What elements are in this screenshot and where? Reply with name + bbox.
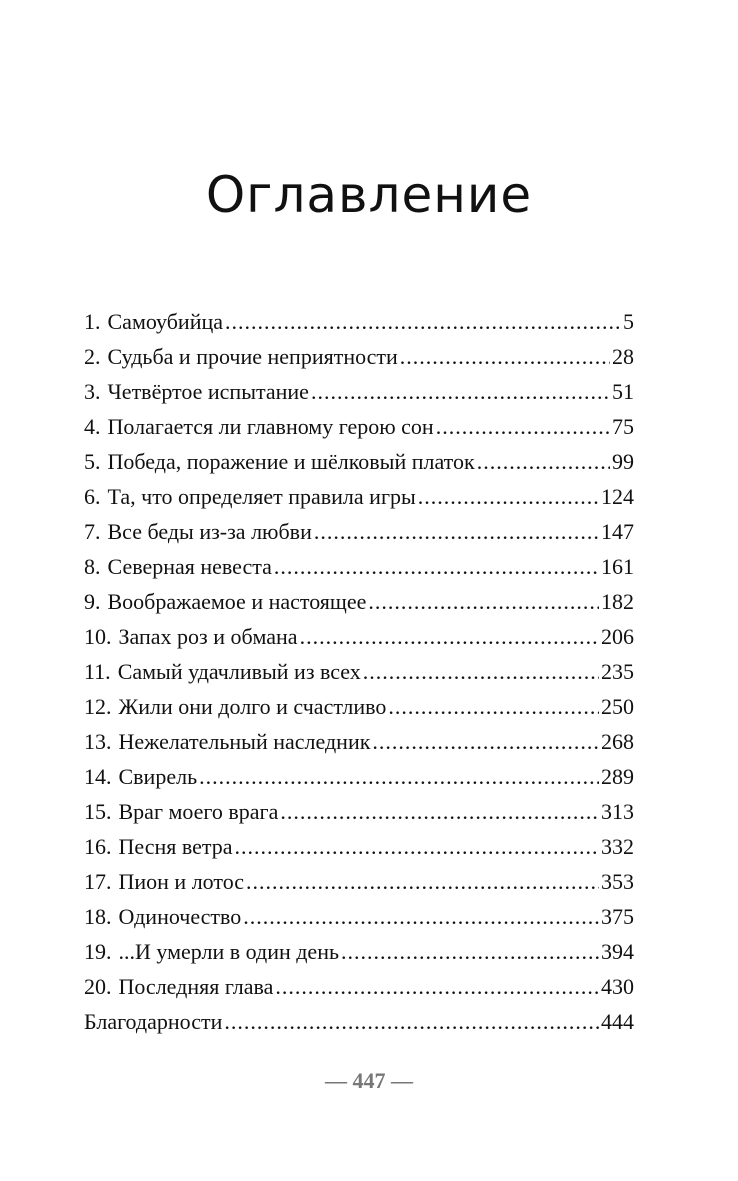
toc-entry-title: Та, что определяет правила игры xyxy=(107,484,416,509)
toc-entry xyxy=(84,969,634,1004)
toc-entry-number: 15. xyxy=(84,799,112,824)
toc-entry-number: 1. xyxy=(84,309,101,334)
toc-entry-page: 250 xyxy=(601,694,634,719)
toc-entry-number: 10. xyxy=(84,624,112,649)
toc-entry-title: Победа, поражение и шёлковый платок xyxy=(107,449,475,474)
toc-entry-number: 20. xyxy=(84,974,112,999)
toc-entry xyxy=(84,1004,634,1039)
toc-entry-page: 51 xyxy=(612,379,634,404)
toc-entry-number: 7. xyxy=(84,519,101,544)
table-of-contents xyxy=(84,304,634,1039)
toc-leader-dots xyxy=(280,794,599,829)
toc-entry-number: 9. xyxy=(84,589,101,614)
toc-leader-dots xyxy=(314,514,599,549)
toc-entry-number: 17. xyxy=(84,869,112,894)
toc-entry-number: 12. xyxy=(84,694,112,719)
toc-entry-number: 5. xyxy=(84,449,101,474)
toc-entry-page: 182 xyxy=(601,589,634,614)
toc-entry-number: 13. xyxy=(84,729,112,754)
toc-leader-dots xyxy=(224,1004,599,1039)
toc-entry-title: Судьба и прочие неприятности xyxy=(107,344,398,369)
toc-entry xyxy=(84,759,634,794)
toc-entry-title: Запах роз и обмана xyxy=(118,624,298,649)
toc-entry-page: 289 xyxy=(601,764,634,789)
toc-entry xyxy=(84,549,634,584)
toc-leader-dots xyxy=(235,829,599,864)
toc-entry-page: 430 xyxy=(601,974,634,999)
toc-entry-title: Воображаемое и настоящее xyxy=(107,589,367,614)
toc-leader-dots xyxy=(243,899,599,934)
toc-entry-page: 313 xyxy=(601,799,634,824)
toc-leader-dots xyxy=(368,584,599,619)
toc-entry xyxy=(84,304,634,339)
toc-entry xyxy=(84,479,634,514)
toc-entry-page: 5 xyxy=(623,309,634,334)
toc-leader-dots xyxy=(436,409,610,444)
toc-entry xyxy=(84,374,634,409)
toc-entry-number: 16. xyxy=(84,834,112,859)
toc-entry xyxy=(84,689,634,724)
toc-entry-title: Самый удачливый из всех xyxy=(117,659,361,684)
toc-leader-dots xyxy=(225,304,621,339)
toc-entry xyxy=(84,444,634,479)
toc-entry-page: 394 xyxy=(601,939,634,964)
toc-entry xyxy=(84,339,634,374)
toc-entry-title: Жили они долго и счастливо xyxy=(118,694,387,719)
toc-entry-number: 6. xyxy=(84,484,101,509)
toc-entry-page: 206 xyxy=(601,624,634,649)
toc-entry-title: Свирель xyxy=(118,764,198,789)
toc-entry-number: 14. xyxy=(84,764,112,789)
toc-entry-page: 444 xyxy=(601,1009,634,1034)
toc-entry xyxy=(84,409,634,444)
toc-entry xyxy=(84,584,634,619)
toc-entry-page: 161 xyxy=(601,554,634,579)
toc-entry-number: 3. xyxy=(84,379,101,404)
toc-entry-title: ...И умерли в один день xyxy=(118,939,340,964)
toc-leader-dots xyxy=(363,654,599,689)
toc-entry-page: 75 xyxy=(612,414,634,439)
toc-entry-number: 11. xyxy=(84,659,111,684)
toc-leader-dots xyxy=(311,374,610,409)
toc-leader-dots xyxy=(300,619,599,654)
toc-entry-title: Одиночество xyxy=(118,904,242,929)
toc-entry-page: 353 xyxy=(601,869,634,894)
toc-entry xyxy=(84,654,634,689)
toc-entry-title: Нежелательный наследник xyxy=(118,729,371,754)
toc-leader-dots xyxy=(477,444,610,479)
toc-leader-dots xyxy=(274,549,599,584)
toc-entry-title: Полагается ли главному герою сон xyxy=(107,414,434,439)
toc-entry-page: 332 xyxy=(601,834,634,859)
toc-entry-number: 18. xyxy=(84,904,112,929)
toc-leader-dots xyxy=(246,864,599,899)
toc-entry-number: 4. xyxy=(84,414,101,439)
toc-entry-page: 99 xyxy=(612,449,634,474)
toc-entry xyxy=(84,899,634,934)
toc-entry xyxy=(84,619,634,654)
toc-entry-title: Враг моего врага xyxy=(118,799,279,824)
toc-entry-title: Песня ветра xyxy=(118,834,233,859)
toc-leader-dots xyxy=(418,479,599,514)
toc-leader-dots xyxy=(275,969,599,1004)
toc-leader-dots xyxy=(341,934,599,969)
toc-entry-page: 268 xyxy=(601,729,634,754)
toc-entry-page: 147 xyxy=(601,519,634,544)
toc-entry-title: Самоубийца xyxy=(107,309,224,334)
toc-entry xyxy=(84,934,634,969)
toc-entry-title: Четвёртое испытание xyxy=(107,379,309,404)
toc-entry-title: Последняя глава xyxy=(118,974,274,999)
toc-entry-page: 375 xyxy=(601,904,634,929)
page-title: Оглавление xyxy=(205,166,533,224)
toc-entry-number: 19. xyxy=(84,939,112,964)
toc-entry-page: 124 xyxy=(601,484,634,509)
toc-leader-dots xyxy=(388,689,599,724)
toc-entry xyxy=(84,724,634,759)
page-number: — 447 — xyxy=(325,1068,413,1093)
toc-entry xyxy=(84,794,634,829)
toc-leader-dots xyxy=(372,724,599,759)
toc-entry-title: Благодарности xyxy=(84,1009,223,1034)
toc-entry-title: Пион и лотос xyxy=(118,869,245,894)
toc-leader-dots xyxy=(400,339,610,374)
toc-entry xyxy=(84,829,634,864)
toc-entry-page: 28 xyxy=(612,344,634,369)
toc-leader-dots xyxy=(199,759,599,794)
toc-entry xyxy=(84,514,634,549)
toc-entry-page: 235 xyxy=(601,659,634,684)
toc-entry-title: Все беды из-за любви xyxy=(107,519,312,544)
toc-entry xyxy=(84,864,634,899)
toc-entry-number: 8. xyxy=(84,554,101,579)
toc-entry-title: Северная невеста xyxy=(107,554,272,579)
toc-entry-number: 2. xyxy=(84,344,101,369)
